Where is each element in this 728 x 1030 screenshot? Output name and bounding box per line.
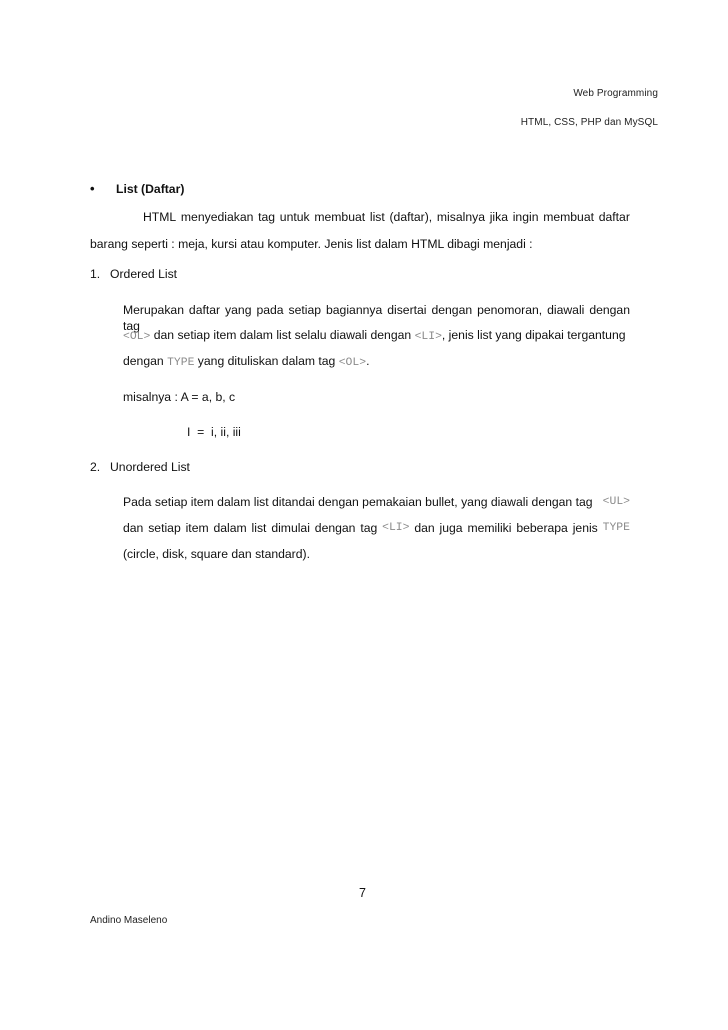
intro-word: tag	[258, 210, 276, 224]
unordered-text: Pada setiap item dalam list ditandai dengan pemakaian bullet, yang diawali dengan tag	[123, 495, 593, 509]
ol-tag-code: <OL>	[123, 331, 151, 343]
header-title: Web Programming	[573, 88, 658, 99]
section-title: List (Daftar)	[116, 182, 185, 196]
intro-word: daftar	[598, 210, 630, 224]
intro-word: jika	[489, 210, 508, 224]
unordered-word: jenis	[572, 521, 598, 535]
unordered-word: dengan	[314, 521, 356, 535]
header-subtitle: HTML, CSS, PHP dan MySQL	[520, 117, 658, 128]
intro-word: ingin	[512, 210, 539, 224]
unordered-word: setiap	[148, 521, 181, 535]
li-tag-code: <LI>	[414, 331, 442, 343]
ordered-paragraph-line-2	[123, 327, 630, 345]
unordered-word: tag	[360, 521, 378, 535]
intro-word: misalnya	[436, 210, 485, 224]
unordered-list-title: Unordered List	[110, 460, 190, 474]
intro-word: membuat	[543, 210, 594, 224]
author-name: Andino Maseleno	[90, 915, 168, 926]
ordered-text-segment: dan setiap item dalam list selalu diawali dengan	[150, 328, 415, 342]
unordered-word: dan	[123, 521, 144, 535]
unordered-word: dalam	[213, 521, 247, 535]
unordered-list-number: 2.	[90, 460, 101, 474]
unordered-word: list	[251, 521, 267, 535]
intro-word: menyediakan	[180, 210, 254, 224]
intro-word: untuk	[279, 210, 310, 224]
ordered-text-mid: yang dituliskan dalam tag	[194, 354, 339, 368]
ordered-list-title: Ordered List	[110, 267, 178, 281]
unordered-word: dimulai	[271, 521, 310, 535]
intro-word: membuat	[314, 210, 366, 224]
ol-tag-code-2: <OL>	[338, 357, 367, 369]
ordered-text-segment-end: , jenis list yang dipakai tergantung	[441, 328, 626, 342]
type-code-2: TYPE	[602, 522, 630, 534]
intro-word: (daftar),	[389, 210, 433, 224]
page-number: 7	[359, 886, 366, 900]
unordered-word: beberapa	[516, 521, 568, 535]
ordered-list-heading	[90, 266, 177, 282]
unordered-word: dan	[414, 521, 435, 535]
li-tag-code-2: <LI>	[382, 522, 410, 534]
unordered-list-heading	[90, 459, 190, 475]
ordered-text-start: dengan	[123, 354, 168, 368]
ordered-text-period: .	[366, 354, 370, 368]
intro-word: list	[369, 210, 385, 224]
example-line-2: I = i, ii, iii	[187, 425, 241, 439]
ul-tag-code: <UL>	[602, 496, 630, 508]
ordered-list-number: 1.	[90, 267, 101, 281]
bullet-icon: •	[90, 181, 95, 196]
unordered-paragraph-line-1	[123, 494, 630, 510]
intro-line-1	[143, 209, 630, 225]
unordered-word: juga	[439, 521, 463, 535]
unordered-word: memiliki	[467, 521, 512, 535]
intro-line-2: barang seperti : meja, kursi atau komputer. Jenis list dalam HTML dibagi menjadi :	[90, 237, 533, 251]
unordered-paragraph-line-3: (circle, disk, square dan standard).	[123, 547, 310, 561]
ordered-paragraph-line-1: Merupakan daftar yang pada setiap bagiannya disertai dengan penomoran, diawali dengan tag	[123, 303, 630, 333]
unordered-paragraph-line-2	[123, 520, 630, 536]
type-code: TYPE	[167, 357, 195, 369]
intro-word: HTML	[143, 210, 177, 224]
ordered-paragraph-line-3	[123, 353, 369, 371]
section-heading	[90, 181, 184, 197]
example-line-1: misalnya : A = a, b, c	[123, 390, 236, 404]
unordered-word: item	[185, 521, 209, 535]
